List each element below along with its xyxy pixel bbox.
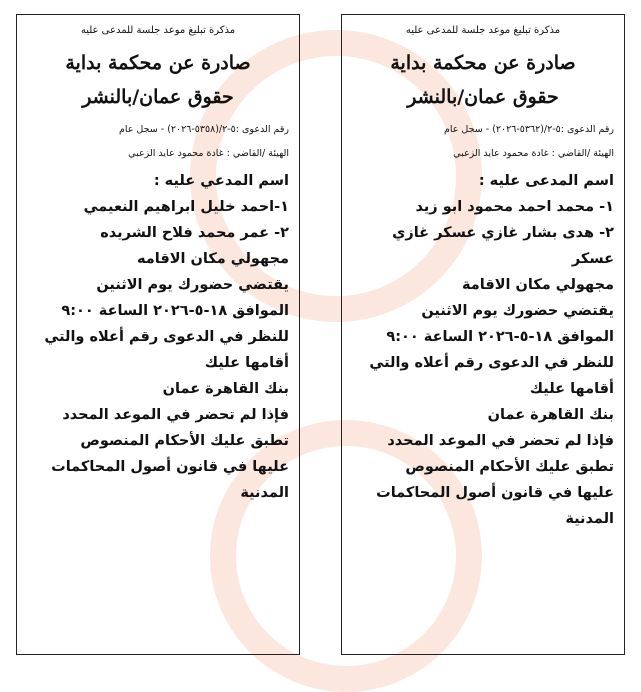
- court-notice-right: [341, 14, 625, 655]
- case-number: رقم الدعوى :٥-٢/(٥٣٦٢-٢٠٢٦) - سجل عام: [443, 124, 614, 135]
- judge-panel: الهيئة /القاضي : غادة محمود عايد الزعبي: [128, 148, 289, 159]
- notice-body-line: بنك القاهرة عمان: [162, 381, 289, 397]
- notice-body-line: للنظر في الدعوى رقم أعلاه والتي: [369, 355, 614, 371]
- notice-body-line: ١- محمد احمد محمود ابو زيد: [415, 199, 614, 215]
- notice-body-line: بنك القاهرة عمان: [487, 407, 614, 423]
- notice-body-line: المدنية: [565, 511, 614, 527]
- notice-body-line: الموافق ١٨-٥-٢٠٢٦ الساعة ٩:٠٠: [386, 329, 614, 345]
- notice-header: مذكرة تبليغ موعد جلسة للمدعى عليه: [80, 25, 236, 36]
- notice-body-line: فإذا لم تحضر في الموعد المحدد: [387, 433, 614, 449]
- notice-body-line: عليها في قانون أصول المحاكمات: [51, 459, 289, 475]
- notice-body-line: يقتضي حضورك يوم الاثنين: [421, 303, 614, 319]
- notice-body-line: عسكر: [571, 251, 614, 267]
- notice-body-line: تطبق عليك الأحكام المنصوص: [405, 459, 614, 475]
- notice-body-line: مجهولي مكان الاقامة: [461, 277, 614, 293]
- notice-body-line: الموافق ١٨-٥-٢٠٢٦ الساعة ٩:٠٠: [61, 303, 289, 319]
- court-title-line2: حقوق عمان/بالنشر: [82, 86, 234, 108]
- notice-body-line: للنظر في الدعوى رقم أعلاه والتي: [44, 329, 289, 345]
- notice-body-line: مجهولي مكان الاقامه: [136, 251, 289, 267]
- notice-body-line: المدنية: [240, 485, 289, 501]
- court-title-line1: صادرة عن محكمة بداية: [390, 52, 576, 74]
- notice-body-line: ١-احمد خليل ابراهيم النعيمي: [83, 199, 289, 215]
- notice-body-line: ٢- هدى بشار غازي عسكر غازي: [392, 225, 614, 241]
- court-title-line1: صادرة عن محكمة بداية: [65, 52, 251, 74]
- notice-body-line: يقتضي حضورك يوم الاثنين: [96, 277, 289, 293]
- case-number: رقم الدعوى :٥-٢/(٥٣٥٨-٢٠٢٦) - سجل عام: [118, 124, 289, 135]
- notice-body-line: أقامها عليك: [529, 381, 614, 397]
- notice-body-line: عليها في قانون أصول المحاكمات: [376, 485, 614, 501]
- notice-body-line: اسم المدعي عليه :: [153, 173, 289, 189]
- notice-body-line: فإذا لم تحضر في الموعد المحدد: [62, 407, 289, 423]
- judge-panel: الهيئة /القاضي : غادة محمود عايد الزعبي: [453, 148, 614, 159]
- notice-body-line: اسم المدعى عليه :: [478, 173, 614, 189]
- court-title-line2: حقوق عمان/بالنشر: [407, 86, 559, 108]
- court-notice-left: [16, 14, 300, 655]
- notice-body-line: أقامها عليك: [204, 355, 289, 371]
- notice-header: مذكرة تبليغ موعد جلسة للمدعى عليه: [405, 25, 561, 36]
- notice-body-line: تطبق عليك الأحكام المنصوص: [80, 433, 289, 449]
- notice-body-line: ٢- عمر محمد فلاح الشريده: [100, 225, 289, 241]
